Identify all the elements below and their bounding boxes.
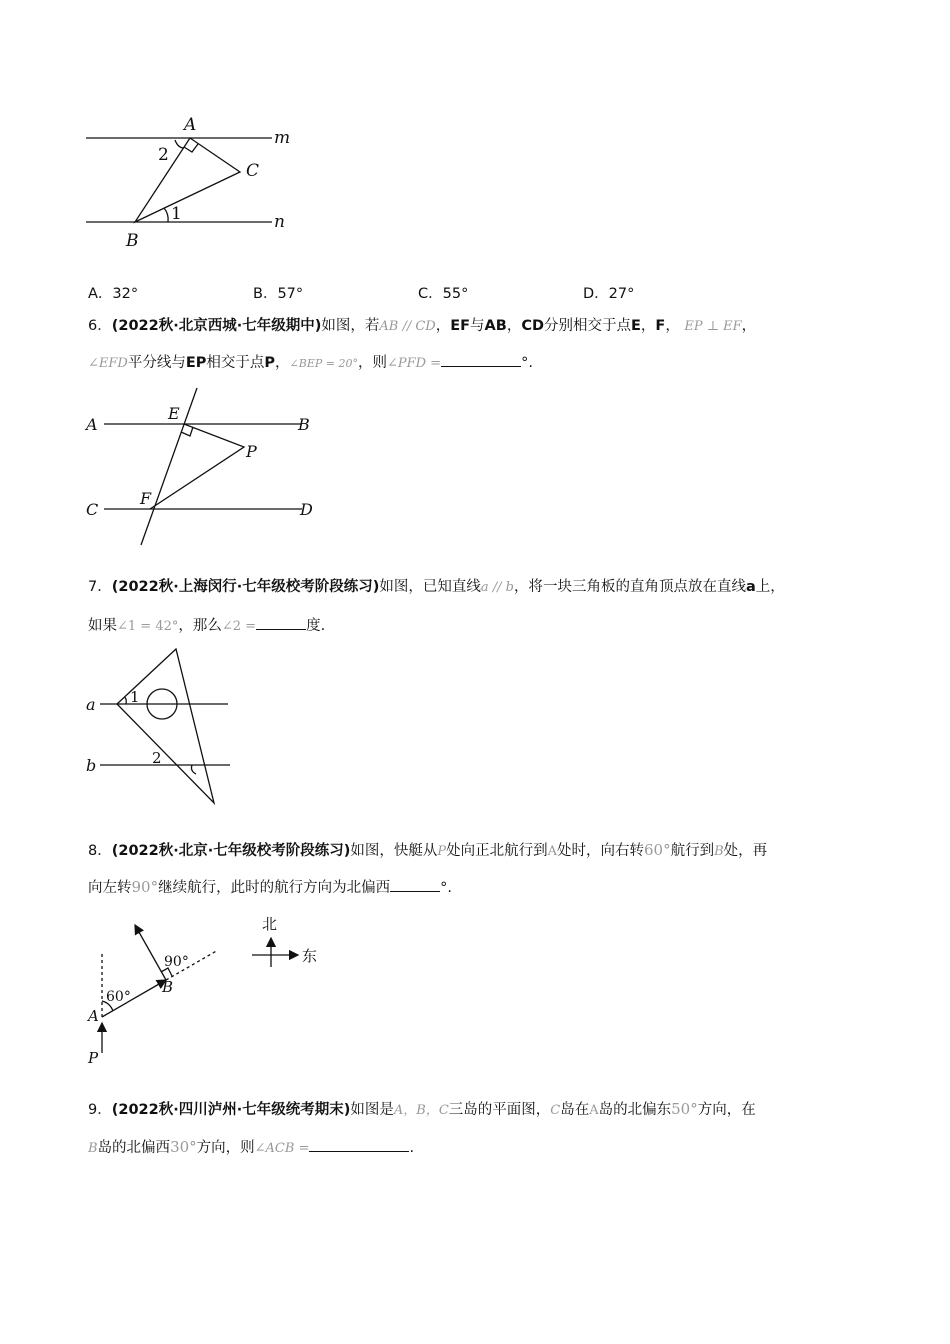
label-60deg: 60° (106, 989, 131, 1005)
label-D: D (300, 500, 313, 519)
label-F: F (140, 489, 152, 508)
q9-line-2: B岛的北偏西30°方向，则∠ACB = . (88, 1138, 415, 1156)
label-angle-2: 2 (158, 145, 169, 165)
q6-line-1: 6．(2022秋·北京西城·七年级期中)如图，若AB // CD，EF与AB，CD分别相交于点E，F， EP ⊥ EF， (88, 318, 757, 334)
figure-q8 (80, 905, 340, 1070)
label-angle-1: 1 (171, 204, 182, 224)
angle-2-arc (175, 140, 184, 148)
label-C: C (246, 161, 260, 181)
label-east: 东 (302, 947, 318, 965)
triangle-ruler (117, 649, 214, 803)
q8-line-1: 8．(2022秋·北京·七年级校考阶段练习)如图，快艇从P处向正北航行到A处时，向右转60°航行到B处，再 (88, 841, 768, 859)
q8-line-2: 向左转90°继续航行，此时的航行方向为北偏西 °. (88, 878, 452, 896)
triangle-abc (135, 138, 240, 222)
choice-c[interactable]: C．55° (418, 286, 469, 302)
label-B: B (298, 415, 310, 434)
answer-blank-q6[interactable] (441, 352, 521, 367)
label-90deg: 90° (164, 954, 189, 970)
label-north: 北 (262, 915, 278, 933)
angle-1-arc (124, 697, 126, 704)
answer-blank-q9[interactable] (309, 1137, 409, 1152)
label-A: A (86, 415, 98, 434)
choice-b[interactable]: B．57° (253, 286, 304, 302)
label-m: m (274, 128, 291, 148)
label-P: P (246, 442, 257, 461)
figure-q5 (80, 108, 300, 253)
q7-line-2: 如果∠1 = 42°，那么∠2 = 度. (88, 615, 325, 637)
right-angle-mark (184, 144, 198, 152)
label-A: A (88, 1007, 99, 1025)
label-B: B (162, 978, 174, 996)
angle-2-arc (192, 765, 197, 774)
label-angle-2: 2 (152, 749, 162, 767)
angle-1-arc (164, 208, 168, 222)
q6-line-2: ∠EFD平分线与EP相交于点P，∠BEP = 20°，则∠PFD = °. (88, 352, 533, 374)
answer-blank-q8[interactable] (390, 877, 440, 892)
figure-q6 (80, 385, 330, 555)
label-E: E (168, 404, 180, 423)
label-a: a (86, 695, 96, 714)
path-epf (150, 424, 244, 509)
label-angle-1: 1 (130, 688, 140, 706)
q9-line-1: 9．(2022秋·四川泸州·七年级统考期末)如图是A，B，C三岛的平面图，C岛在A岛的北偏东50°方向，在 (88, 1100, 756, 1118)
label-A: A (184, 115, 197, 135)
q7-line-1: 7．(2022秋·上海闵行·七年级校考阶段练习)如图，已知直线a // b，将一块三角板的直角顶点放在直线a上， (88, 579, 785, 595)
label-P: P (88, 1049, 99, 1067)
label-B: B (126, 231, 139, 251)
label-C: C (86, 500, 99, 519)
choice-d[interactable]: D．27° (583, 286, 635, 302)
answer-blank-q7[interactable] (256, 615, 306, 630)
choice-a[interactable]: A．32° (88, 286, 139, 302)
label-b: b (86, 756, 97, 775)
label-n: n (274, 212, 285, 232)
figure-q7 (80, 642, 250, 812)
